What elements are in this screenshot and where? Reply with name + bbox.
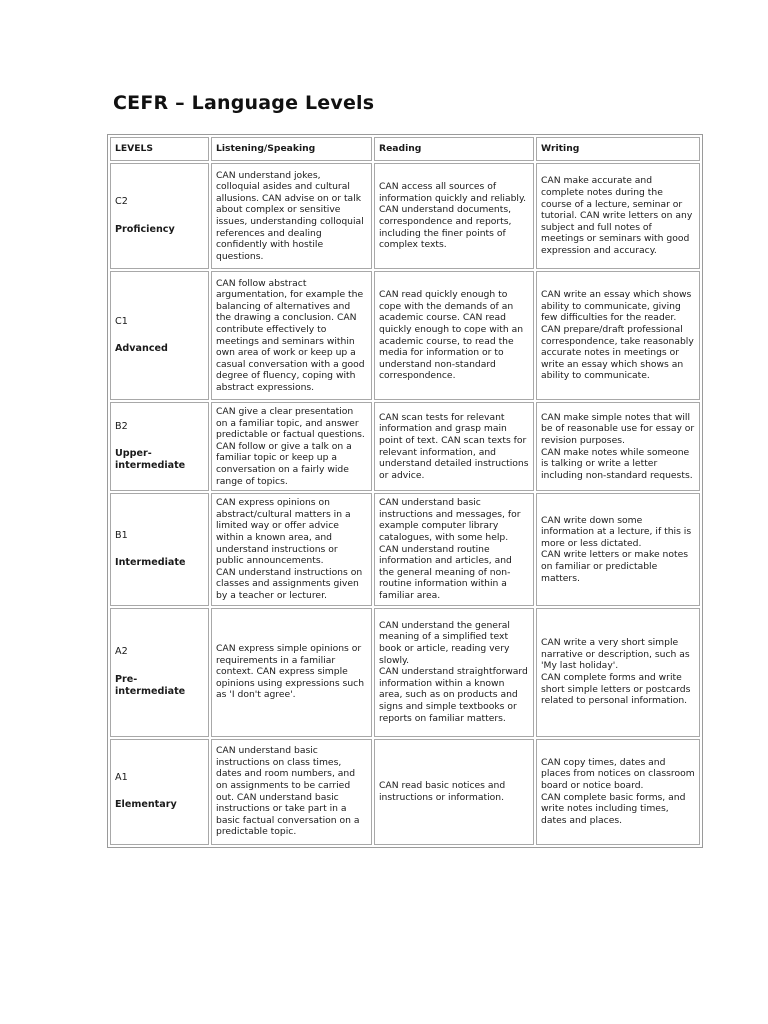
writing-cell <box>536 739 700 845</box>
listening-speaking-cell-text: CAN follow abstract argumentation, for example the balancing of alternatives and the drawing a conclusion. CAN contribute effectively to meetings and seminars within own area of work or keep up a casual conversation with a good degree of fluency, coping with abstract expressions. <box>216 277 365 393</box>
listening-speaking-cell <box>211 402 372 491</box>
listening-speaking-cell-text: CAN understand jokes, colloquial asides and cultural allusions. CAN advise on or talk about complex or sensitive issues, understanding colloquial references and dealing confidently with hostile questions. <box>216 169 364 262</box>
listening-speaking-cell <box>211 493 372 605</box>
writing-cell <box>536 402 700 491</box>
level-name: Intermediate <box>115 557 186 569</box>
reading-cell-text: CAN scan tests for relevant information and grasp main point of text. CAN scan texts for relevant information, and understand detailed instructions or advice. <box>379 411 529 481</box>
reading-cell-text: CAN read quickly enough to cope with the demands of an academic course. CAN read quickly enough to cope with an academic course, to read the media for information or to understand non-standard correspondence. <box>379 289 524 382</box>
listening-speaking-cell <box>211 271 372 400</box>
level-cell <box>110 493 209 605</box>
listening-speaking-cell-text: CAN give a clear presentation on a familiar topic, and answer predictable or factual questions. <box>216 406 365 441</box>
table-row <box>110 739 700 845</box>
reading-cell <box>374 739 534 845</box>
level-cell <box>110 271 209 400</box>
header-levels: LEVELS <box>110 137 209 161</box>
writing-cell-text: CAN complete forms and write short simple letters or postcards related to personal information. <box>541 672 691 707</box>
reading-cell <box>374 271 534 400</box>
writing-cell <box>536 608 700 737</box>
table-body <box>110 163 700 845</box>
listening-speaking-cell <box>211 739 372 845</box>
level-code: C2 <box>115 196 128 208</box>
listening-speaking-cell-text: CAN follow or give a talk on a familiar topic or keep up a conversation on a fairly wide range of topics. <box>216 440 352 487</box>
level-code: B2 <box>115 420 128 432</box>
listening-speaking-cell <box>211 163 372 269</box>
writing-cell-text: CAN complete basic forms, and write notes including times, dates and places. <box>541 791 686 826</box>
writing-cell-text: CAN write an essay which shows ability to communicate, giving few difficulties for the reader. CAN prepare/draft professional correspondence, take reasonably accurate notes in meetings or write an essay which shows an ability to communicate. <box>541 289 694 382</box>
writing-cell <box>536 493 700 605</box>
table-row <box>110 271 700 400</box>
level-code: B1 <box>115 529 128 541</box>
writing-cell-text: CAN write a very short simple narrative or description, such as 'My last holiday'. <box>541 637 690 672</box>
listening-speaking-cell <box>211 608 372 737</box>
cefr-levels-table <box>107 134 703 848</box>
level-code: C1 <box>115 315 128 327</box>
listening-speaking-cell-text: CAN express simple opinions or requirements in a familiar context. CAN express simple opinions using expressions such as 'I don't agree'. <box>216 643 365 701</box>
reading-cell <box>374 163 534 269</box>
level-cell <box>110 163 209 269</box>
header-listening-speaking: Listening/Speaking <box>211 137 372 161</box>
level-code: A2 <box>115 646 128 658</box>
level-name: Proficiency <box>115 223 175 235</box>
reading-cell-text: CAN understand basic instructions and messages, for example computer library catalogues, with some help. <box>379 497 521 543</box>
header-writing: Writing <box>536 137 700 161</box>
reading-cell-text: CAN understand routine information and articles, and the general meaning of non-routine information within a familiar area. <box>379 543 512 601</box>
writing-cell <box>536 163 700 269</box>
writing-cell-text: CAN make simple notes that will be of reasonable use for essay or revision purposes. <box>541 411 695 446</box>
table-header-row <box>110 137 700 161</box>
reading-cell <box>374 493 534 605</box>
listening-speaking-cell-text: CAN express opinions on abstract/cultural matters in a limited way or offer advice within a known area, and understand instructions or public announcements. <box>216 497 351 567</box>
writing-cell-text: CAN make notes while someone is talking or write a letter including non-standard requests. <box>541 446 693 481</box>
reading-cell-text: CAN access all sources of information quickly and reliably. CAN understand documents, correspondence and reports, including the finer points of complex texts. <box>379 181 527 251</box>
level-name: Upper-intermediate <box>115 448 186 472</box>
level-name: Pre-intermediate <box>115 673 186 697</box>
level-cell <box>110 608 209 737</box>
listening-speaking-cell-text: CAN understand instructions on classes and assignments given by a teacher or lecturer. <box>216 566 363 601</box>
table-row <box>110 163 700 269</box>
reading-cell-text: CAN understand the general meaning of a simplified text book or article, reading very slowly. <box>379 619 510 666</box>
writing-cell-text: CAN write down some information at a lecture, if this is more or less dictated. <box>541 514 692 549</box>
reading-cell <box>374 402 534 491</box>
page-title: CEFR – Language Levels <box>113 92 375 114</box>
table-row <box>110 608 700 737</box>
level-name: Advanced <box>115 343 168 355</box>
level-cell <box>110 739 209 845</box>
reading-cell <box>374 608 534 737</box>
writing-cell-text: CAN copy times, dates and places from notices on classroom board or notice board. <box>541 756 695 791</box>
reading-cell-text: CAN read basic notices and instructions or information. <box>379 779 506 803</box>
table-row <box>110 493 700 605</box>
table-row <box>110 402 700 491</box>
level-name: Elementary <box>115 799 177 811</box>
reading-cell-text: CAN understand straightforward information within a known area, such as on products and signs and simple textbooks or reports on familiar matters. <box>379 666 528 724</box>
writing-cell-text: CAN write letters or make notes on familiar or predictable matters. <box>541 549 689 584</box>
level-code: A1 <box>115 771 128 783</box>
listening-speaking-cell-text: CAN understand basic instructions on class times, dates and room numbers, and on assignments to be carried out. CAN understand basic instructions or take part in a basic factual conversation on a predictable topic. <box>216 745 360 838</box>
writing-cell-text: CAN make accurate and complete notes during the course of a lecture, seminar or tutorial. CAN write letters on any subject and full notes of meetings or seminars with good expression and accuracy. <box>541 175 693 256</box>
header-reading: Reading <box>374 137 534 161</box>
writing-cell <box>536 271 700 400</box>
level-cell <box>110 402 209 491</box>
